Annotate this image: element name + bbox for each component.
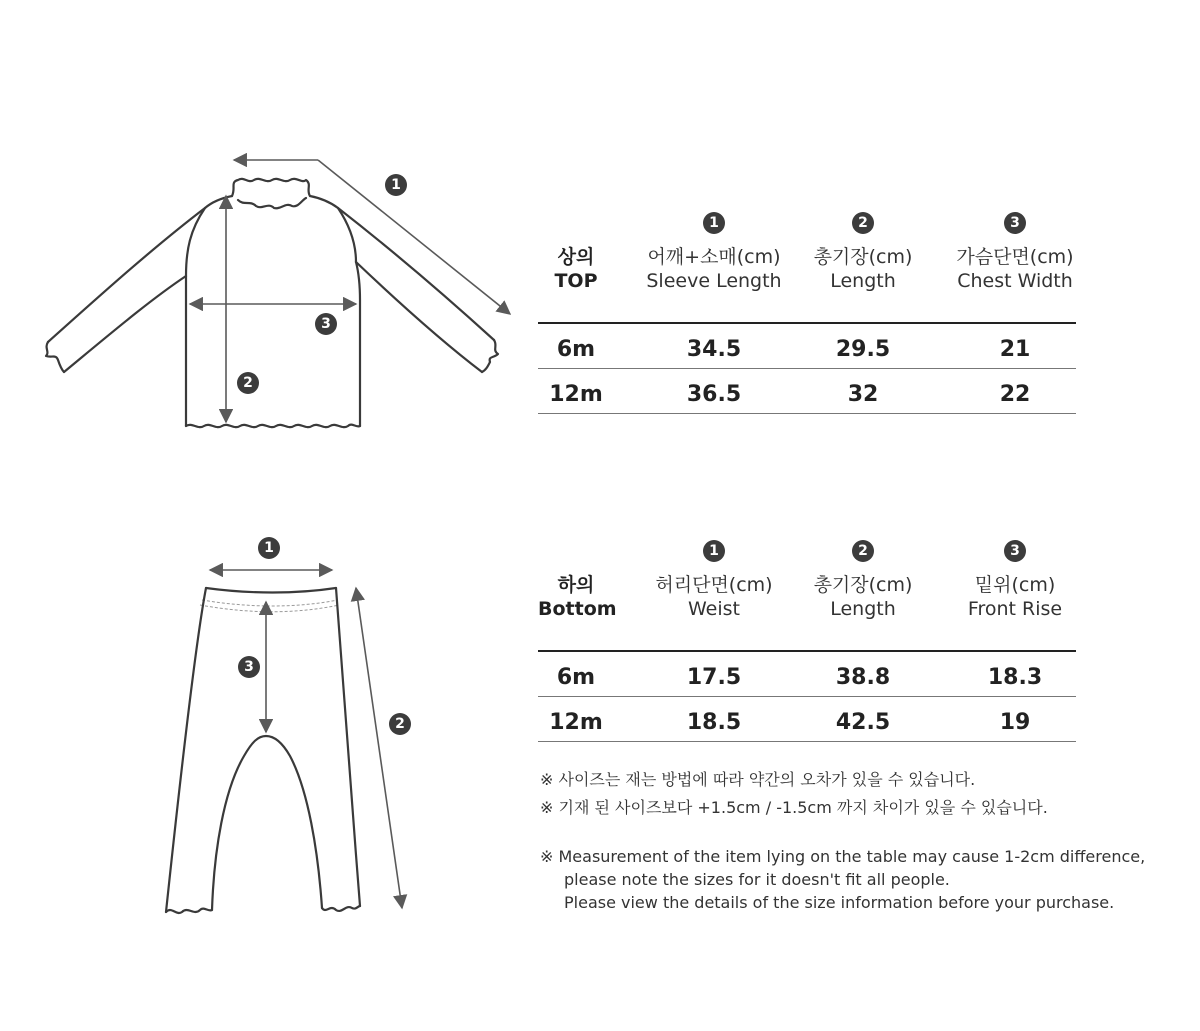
bottom-category-en: Bottom [538,598,617,620]
size-label: 6m [556,665,596,690]
cell-value: 36.5 [686,382,742,407]
bottom-figure-badge-2: 2 [389,713,411,735]
table-row [538,697,1076,742]
top-col2-ko: 총기장(cm) [813,246,913,268]
bottom-col1-en: Weist [688,598,740,620]
top-col2-badge: 2 [852,212,874,234]
top-table-header [538,212,1076,322]
top-col2-en: Length [830,270,896,292]
top-col1-en: Sleeve Length [646,270,782,292]
cell-value: 21 [999,337,1031,362]
note-en-2: please note the sizes for it doesn't fit all people. [564,870,950,889]
cell-value: 19 [999,710,1031,735]
top-col1-ko: 어깨+소매(cm) [647,246,781,268]
note-ko-2: ※ 기재 된 사이즈보다 +1.5cm / -1.5cm 까지 차이가 있을 수 있습니다. [540,798,1048,817]
size-label: 12m [549,382,603,407]
bottom-figure-badge-3: 3 [238,656,260,678]
notes-english [540,845,1145,914]
cell-value: 18.3 [987,665,1043,690]
table-row [538,369,1076,414]
bottom-col1-badge: 1 [703,540,725,562]
top-figure-badge-3: 3 [315,313,337,335]
note-ko-1: ※ 사이즈는 재는 방법에 따라 약간의 오차가 있을 수 있습니다. [540,770,976,789]
notes-korean [540,766,1048,822]
cell-value: 42.5 [835,710,891,735]
cell-value: 18.5 [686,710,742,735]
cell-value: 32 [847,382,879,407]
bottom-garment-illustration [0,520,530,940]
top-category-ko: 상의 [557,246,595,268]
table-row [538,652,1076,697]
table-row [538,324,1076,369]
top-figure-badge-2: 2 [237,372,259,394]
top-category-en: TOP [554,270,598,292]
bottom-size-table [538,540,1076,742]
bottom-category-ko: 하의 [557,574,595,596]
bottom-figure-badge-1: 1 [258,537,280,559]
top-garment-illustration [0,0,530,460]
size-label: 12m [549,710,603,735]
bottom-col3-ko: 밑위(cm) [974,574,1056,596]
bottom-col3-badge: 3 [1004,540,1026,562]
size-label: 6m [556,337,596,362]
note-en-1: ※ Measurement of the item lying on the table may cause 1-2cm difference, [540,847,1146,866]
top-col3-badge: 3 [1004,212,1026,234]
bottom-col1-ko: 허리단면(cm) [655,574,773,596]
cell-value: 34.5 [686,337,742,362]
top-figure-badge-1: 1 [385,174,407,196]
top-size-table [538,212,1076,414]
bottom-col3-en: Front Rise [967,598,1063,620]
cell-value: 29.5 [835,337,891,362]
bottom-table-header [538,540,1076,650]
top-col3-ko: 가슴단면(cm) [956,246,1074,268]
bottom-col2-en: Length [830,598,896,620]
cell-value: 38.8 [835,665,891,690]
cell-value: 17.5 [686,665,742,690]
top-col3-en: Chest Width [957,270,1073,292]
top-col1-badge: 1 [703,212,725,234]
note-en-3: Please view the details of the size information before your purchase. [564,893,1115,912]
bottom-col2-badge: 2 [852,540,874,562]
bottom-col2-ko: 총기장(cm) [813,574,913,596]
cell-value: 22 [999,382,1031,407]
